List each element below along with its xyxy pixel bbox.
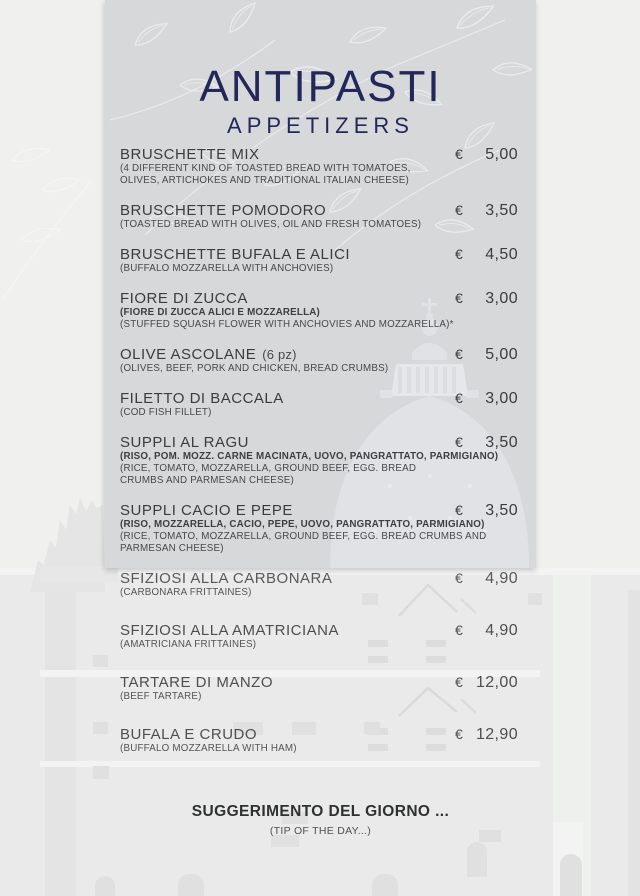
window-shape: [93, 722, 108, 734]
window-shape: [93, 655, 108, 667]
euro-symbol: €: [455, 202, 463, 218]
menu-item: [120, 570, 518, 599]
euro-symbol: €: [455, 146, 463, 162]
menu-item: [120, 502, 518, 555]
item-name: BRUSCHETTE BUFALA E ALICI: [120, 246, 351, 263]
euro-symbol: €: [455, 246, 463, 262]
item-bold-description: (FIORE DI ZUCCA ALICI E MOZZARELLA): [120, 307, 321, 318]
euro-symbol: €: [455, 622, 463, 638]
item-description-line: (RICE, TOMATO, MOZZARELLA, GROUND BEEF, EGG. BREAD CRUMBS AND: [120, 531, 487, 542]
item-description: [120, 363, 518, 375]
item-name-row: [120, 434, 518, 451]
page-subtitle: APPETIZERS: [227, 113, 414, 138]
item-price: 3,00: [485, 290, 518, 307]
item-name: FILETTO DI BACCALA: [120, 390, 284, 407]
item-name-row: [120, 726, 518, 743]
arch-window-shape: [178, 874, 204, 896]
item-description-line: (TOASTED BREAD WITH OLIVES, OIL AND FRESH TOMATOES): [120, 219, 422, 230]
menu-footer: [105, 803, 536, 837]
item-price: 3,50: [485, 502, 518, 519]
item-price-block: [455, 246, 518, 263]
item-name-row: [120, 502, 518, 519]
item-price-block: [455, 290, 518, 307]
item-name: SFIZIOSI ALLA CARBONARA: [120, 570, 333, 587]
window-shape: [93, 766, 109, 779]
item-name-row: [120, 390, 518, 407]
item-description: [120, 639, 518, 651]
item-description: [120, 163, 518, 187]
item-description-line: CRUMBS AND PARMESAN CHEESE): [120, 475, 294, 486]
menu-list: [120, 146, 518, 778]
arch-window-shape: [467, 842, 487, 877]
euro-symbol: €: [455, 726, 463, 742]
menu-item: [120, 246, 518, 275]
item-name-row: [120, 346, 518, 363]
item-price-block: [455, 502, 518, 519]
item-description-line: (BEEF TARTARE): [120, 691, 202, 702]
footer-subtitle: (TIP OF THE DAY...): [269, 825, 372, 837]
menu-item: [120, 390, 518, 419]
item-price-block: [455, 570, 518, 587]
page-title: ANTIPASTI: [199, 62, 442, 111]
menu-item: [120, 290, 518, 331]
item-description-line: (CARBONARA FRITTAINES): [120, 587, 252, 598]
item-description-line: (4 DIFFERENT KIND OF TOASTED BREAD WITH TOMATOES,: [120, 163, 411, 174]
item-price: 4,90: [485, 570, 518, 587]
item-description: [120, 263, 518, 275]
menu-header: [105, 62, 536, 138]
euro-symbol: €: [455, 390, 463, 406]
item-bold-description: (RISO, POM. MOZZ. CARNE MACINATA, UOVO, PANGRATTATO, PARMIGIANO): [120, 451, 499, 462]
item-name: TARTARE DI MANZO: [120, 674, 274, 691]
euro-symbol: €: [455, 290, 463, 306]
euro-symbol: €: [455, 434, 463, 450]
item-price: 3,00: [485, 390, 518, 407]
item-name-row: [120, 202, 518, 219]
item-price-block: [455, 674, 518, 691]
olive-branch-line-art-margin: [2, 120, 102, 320]
item-name: BRUSCHETTE MIX: [120, 146, 260, 163]
menu-item: [120, 622, 518, 651]
item-name: BUFALA E CRUDO: [120, 726, 258, 743]
item-price-block: [455, 622, 518, 639]
item-price-block: [455, 146, 518, 163]
item-price-block: [455, 390, 518, 407]
item-name-suffix: (6 pz): [262, 347, 297, 362]
item-description-line: (BUFFALO MOZZARELLA WITH HAM): [120, 743, 297, 754]
menu-item: [120, 146, 518, 187]
item-price: 3,50: [485, 202, 518, 219]
euro-symbol: €: [455, 502, 463, 518]
item-name: FIORE DI ZUCCA: [120, 290, 248, 307]
item-description-line: (RICE, TOMATO, MOZZARELLA, GROUND BEEF, EGG. BREAD: [120, 463, 417, 474]
arch-window-shape: [95, 876, 115, 896]
pilaster-shape: [45, 575, 76, 896]
item-description-line: (BUFFALO MOZZARELLA WITH ANCHOVIES): [120, 263, 334, 274]
item-description-line: (STUFFED SQUASH FLOWER WITH ANCHOVIES AND MOZZARELLA)*: [120, 319, 454, 330]
item-description: [120, 319, 518, 331]
arch-window-shape: [560, 854, 582, 896]
item-price: 5,00: [485, 146, 518, 163]
item-name: OLIVE ASCOLANE: [120, 346, 257, 363]
item-description: [120, 587, 518, 599]
item-price-block: [455, 434, 518, 451]
item-price-block: [455, 346, 518, 363]
euro-symbol: €: [455, 346, 463, 362]
menu-item: [120, 202, 518, 231]
menu-item: [120, 726, 518, 755]
item-description: [120, 743, 518, 755]
item-description-line: (OLIVES, BEEF, PORK AND CHICKEN, BREAD CRUMBS): [120, 363, 389, 374]
arch-window-shape: [372, 874, 398, 896]
item-description: [120, 531, 518, 555]
item-name-row: [120, 674, 518, 691]
euro-symbol: €: [455, 674, 463, 690]
item-description-line: PARMESAN CHEESE): [120, 543, 224, 554]
window-shape: [528, 593, 542, 605]
item-description: [120, 407, 518, 419]
item-price: 12,00: [475, 674, 518, 691]
footer-title: SUGGERIMENTO DEL GIORNO ...: [191, 803, 450, 820]
item-name-row: [120, 290, 518, 307]
pilaster-shape: [628, 590, 640, 896]
item-price: 12,90: [475, 726, 518, 743]
item-name-row: [120, 622, 518, 639]
menu-item: [120, 346, 518, 375]
item-name-row: [120, 246, 518, 263]
item-description: [120, 463, 518, 487]
item-description-line: (AMATRICIANA FRITTAINES): [120, 639, 257, 650]
item-name: SFIZIOSI ALLA AMATRICIANA: [120, 622, 339, 639]
item-name-row: [120, 570, 518, 587]
item-price: 5,00: [485, 346, 518, 363]
menu-item: [120, 434, 518, 487]
item-description-line: OLIVES, ARTICHOKES AND TRADITIONAL ITALIAN CHEESE): [120, 175, 409, 186]
menu-item: [120, 674, 518, 703]
item-price: 4,90: [485, 622, 518, 639]
item-name: SUPPLI AL RAGU: [120, 434, 249, 451]
item-price: 3,50: [485, 434, 518, 451]
item-name: BRUSCHETTE POMODORO: [120, 202, 327, 219]
item-bold-description: (RISO, MOZZARELLA, CACIO, PEPE, UOVO, PANGRATTATO, PARMIGIANO): [120, 519, 485, 530]
item-price-block: [455, 726, 518, 743]
item-name: SUPPLI CACIO E PEPE: [120, 502, 293, 519]
item-price-block: [455, 202, 518, 219]
item-description: [120, 691, 518, 703]
item-name-row: [120, 146, 518, 163]
item-price: 4,50: [485, 246, 518, 263]
item-description: [120, 219, 518, 231]
item-description-line: (COD FISH FILLET): [120, 407, 212, 418]
euro-symbol: €: [455, 570, 463, 586]
